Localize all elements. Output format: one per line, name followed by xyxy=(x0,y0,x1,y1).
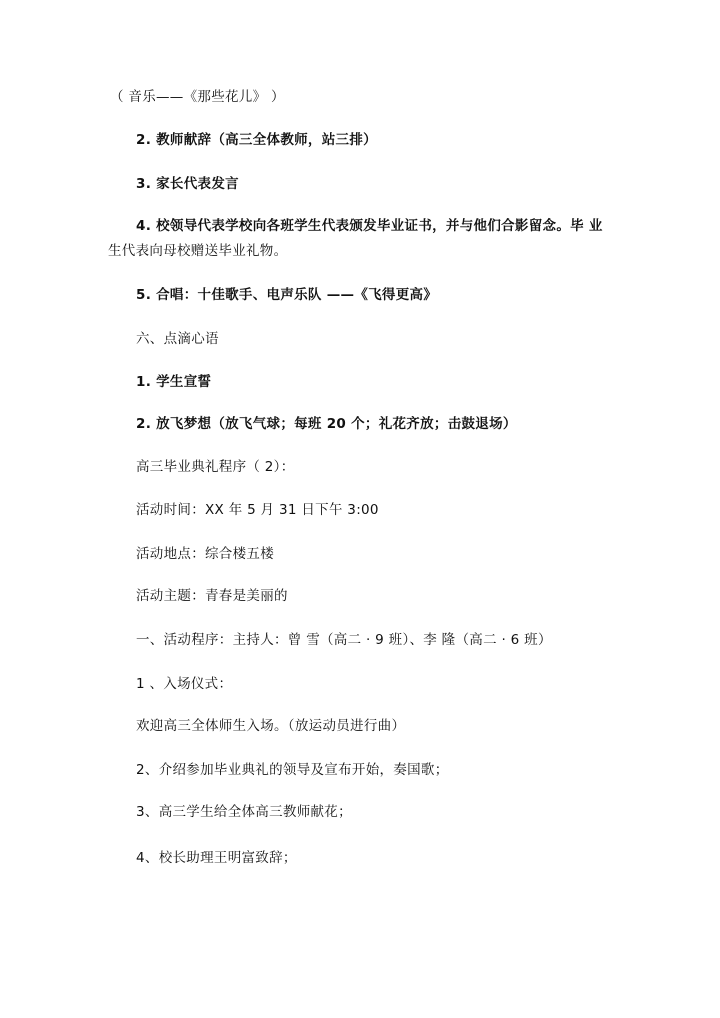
activity-program-hosts: 一、活动程序：主持人：曾 雪（高二 · 9 班）、李 隆（高二 · 6 班） xyxy=(136,632,552,648)
music-note-line: （ 音乐——《那些花儿》 ） xyxy=(110,89,285,105)
parent-speech-item: 3. 家长代表发言 xyxy=(136,176,239,192)
activity-time: 活动时间：XX 年 5 月 31 日下午 3:00 xyxy=(136,502,379,518)
activity-theme: 活动主题：青春是美丽的 xyxy=(136,588,288,604)
welcome-line: 欢迎高三全体师生入场。（放运动员进行曲） xyxy=(136,718,406,734)
chorus-item: 5. 合唱：十佳歌手、电声乐队 ——《飞得更高》 xyxy=(136,287,438,303)
flowers-item: 3、高三学生给全体高三教师献花； xyxy=(136,804,352,820)
introduce-leaders-item: 2、介绍参加毕业典礼的领导及宣布开始，奏国歌； xyxy=(136,762,449,778)
certificate-item-line1: 4. 校领导代表学校向各班学生代表颁发毕业证书，并与他们合影留念。毕 业 xyxy=(136,218,603,234)
student-oath-item: 1. 学生宣誓 xyxy=(136,374,212,390)
program-two-heading: 高三毕业典礼程序（ 2）： xyxy=(136,459,295,475)
dream-release-item: 2. 放飞梦想（放飞气球；每班 20 个；礼花齐放；击鼓退场） xyxy=(136,416,517,432)
teacher-speech-item: 2. 教师献辞（高三全体教师，站三排） xyxy=(136,132,377,148)
section-six-heading: 六、点滴心语 xyxy=(136,331,219,347)
certificate-item-line2: 生代表向母校赠送毕业礼物。 xyxy=(108,243,288,259)
entrance-ceremony-item: 1 、入场仪式： xyxy=(136,676,233,692)
activity-location: 活动地点：综合楼五楼 xyxy=(136,546,274,562)
principal-assistant-speech-item: 4、校长助理王明富致辞； xyxy=(136,850,297,866)
